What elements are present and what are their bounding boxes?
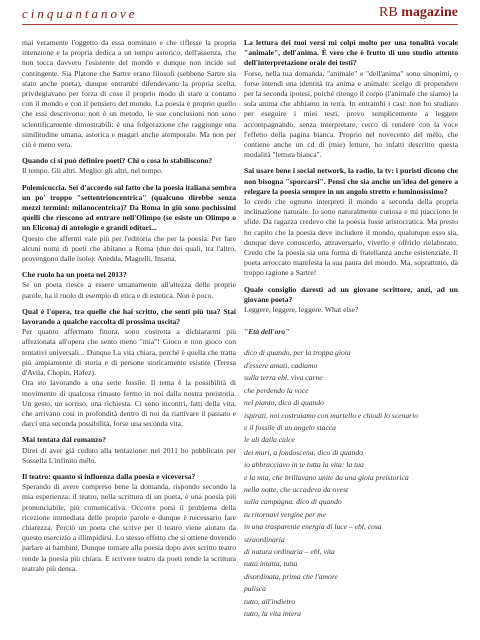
interview-answer: Direi di aver già ceduto alla tentazione: nel 2011 ho pubblicato per Sossella L'infinito mélo. <box>22 445 236 465</box>
header-divider <box>22 24 458 25</box>
left-column <box>22 38 236 574</box>
poem-line: di natura ordinaria – ebl, vita <box>244 546 335 556</box>
poem-line: io abbracciavo in te tutta la vita: la tua <box>244 460 364 470</box>
magazine-name <box>379 5 458 21</box>
poem-line: disordinata, prima che l'amore <box>244 571 338 581</box>
poem-line: nella notte, che accadeva da ovest <box>244 484 349 494</box>
poem <box>244 327 458 620</box>
poem-line: straordinaria <box>244 534 285 544</box>
poem-line: tu ritornavi vergine per me <box>244 509 326 519</box>
interview-question: Polemicuccia. Sei d'accordo sul fatto che la poesia italiana sembra un po' troppo "settentrioncentrica" (qualcuno direbbe senza mezzi termini: milanocentrica)? Da Roma in giù sono pochissimi quelli che riescono ad entrare nell'Olimpo (se esiste un Olimpo o un Elicona) di antologie e grandi editori... <box>22 182 236 233</box>
interview-answer: mai veramente l'oggetto da essa nominato e che riflesse la propria intenzione e la propria dedica a un tempo astorico, dell'assenza, che non tocca davvero l'esistente del mondo e dunque non incide sul contingente. Sia Platone che Sartre erano filosofi (sebbene Sartre sia stato anche poeta), dunque entrambi difendevano la propria scelta, privilegiavano per forza di cose il proprio modo di stare a contatto con il mondo e con il pensiero del mondo. La poesia è proprio quello che essi descrivono: non è un metodo, le sue conclusioni non sono scientificamente dimostrabili: è una folgorazione che raggiunge una similitudine umana, astorica e magari anche atemporale. Ma non per ciò è meno vera. <box>22 38 236 150</box>
page-number-word: cinquantanove <box>22 6 138 21</box>
interview-answer: Se un poeta riesce a essere umanamente all'altezza delle proprie parole, ha il ruolo di esempio di etica e di estetica. Non è poco. <box>22 280 236 300</box>
interview-answer: Leggere, leggere, leggere. What else? <box>244 305 359 315</box>
interview-question: Che ruolo ha un poeta nel 2013? <box>22 270 127 280</box>
interview-question: Il teatro: quanto si influenza dalla poesia e viceversa? <box>22 471 196 481</box>
interview-question: Quando ci si può definire poeti? Chi o cosa lo stabiliscono? <box>22 156 213 166</box>
poem-line: sulla campagna. dico di quando <box>244 497 342 507</box>
interview-answer: Per quanto affermato finora, sono costretta a dichiararmi più affezionata all'opera che sento meno "mia"! Gioco e non gioco con tentativi universali... Dunque La vita chiara, perché è quella che tratta più ampiamente di storia e di persone storicamente esistite (Teresa d'Avila, Chopin, Hafez). <box>22 327 236 378</box>
page-header <box>0 0 480 30</box>
interview-answer: Sperando di avere compreso bene la domanda, rispondo secondo la mia esperienza: il teatro, nella scrittura di un poeta, è una poesia più pronunciabile, più comunicativa. Occorre porsi il problema della ricezione immediata delle proprie parole e dunque è necessario fare chiarezza. Perciò un poeta che scrive per il teatro viene aiutato da questo esercizio a illimpidirsi. Lo stesso effetto che si ottiene dovendo parlare ai bambini. Dunque tornare alla poesia dopo aver scritto teatro rende la poesia più chiara. E scrivere teatro da poeti rende la scrittura teatrale più densa. <box>22 482 236 573</box>
poem-title: "Età dell'oro" <box>244 327 290 337</box>
right-column <box>244 38 458 620</box>
interview-question: Sai usare bene i social network, la radio, la tv: i puristi dicono che non bisogna "sporcarsi". Pensi che sia anche un'idea del genere a relegare la poesia sempre in un angolo stretto e luminosissimo? <box>244 166 458 196</box>
poem-line: dei muri, a fondoscena. dico di quando <box>244 447 363 457</box>
interview-answer: Questo che affermi vale più per l'editoria che per la poesia. Per fare alcuni nomi di poeti che abitano a Roma (due dei quali, tra l'altro, provengono dalle isole): Anedda, Magrelli, Insana. <box>22 233 236 264</box>
interview-answer: Io credo che ognuno interpreti il mondo a seconda della propria inclinazione naturale. Io sono naturalmente curiosa e mi piacciono le sfide. Da ragazza credevo che la poesia fosse aristocratica. Ma presto ho capito che la poesia deve includere il mondo, qualunque esso sia, dunque deve conoscerlo, attraversarlo, viverlo e offrirlo rielaborato. Credo che la poesia sia una forma di fratellanza anche esistenziale. Il poeta arroccato manifesta la sua paura del mondo. Ma, soprattutto, dà troppo ragione a Sartre! <box>244 197 458 278</box>
poem-line: tutto, all'indietro <box>244 596 296 606</box>
interview-answer: Ora sto lavorando a una serie fossile. Il tema è la possibilità di movimento di qualcosa rimasto fermo in noi dalla nostra preistoria. Un gesto, un sorriso, una richiesta. Ci sono incontri, fatti della vita, che arrivano così in profondità dentro di noi da riattivare il passato e darci una seconda possibilità, forse una seconda vita. <box>22 378 236 429</box>
interview-question: Mai tentata dal romanzo? <box>22 435 107 445</box>
poem-line: e il fossile di un angelo stacca <box>244 422 336 432</box>
poem-line: e la mia, che brillavano unite da una gioia preistorica <box>244 472 409 482</box>
poem-line: d'essere amati, cadiamo <box>244 360 318 370</box>
poem-line: pulisca <box>244 584 266 594</box>
interview-question: La lettura dei tuoi versi mi colpì molto per una tonalità vocale "animale", dell'anima. È vero che è frutto di uno studio attento dell'interpretazione orale dei testi? <box>244 38 458 68</box>
poem-line: che perdendo la voce <box>244 385 309 395</box>
poem-line: sulla terra ebl, viva carne <box>244 373 323 383</box>
right-column-interview <box>244 38 458 315</box>
poem-lines <box>244 347 458 620</box>
interview-answer: Forse, nella tua domanda, "animale" e "dell'anima" sono sinonimi, o forse intendi una identità tra anima e animale: scelgo di propendere per la seconda ipotesi, poiché ritengo il corpo (l'animale che siamo) la sola anima che abbiamo in terra. In entrambi i casi: non ho studiato per eseguire i miei testi, provo semplicemente a leggere accompagnando, senza interpretare, cerco di rendere con la voce l'effetto della pagina bianca. Proprio nel novecento del mélo, che contiene anche un cd di (mie) letture, ho infatti descritto questa modalità "lettura bianca". <box>244 68 458 160</box>
poem-line: tutto, la vita intera <box>244 609 301 619</box>
interview-question: Quale consiglio daresti ad un giovane scrittore, anzi, ad un giovane poeta? <box>244 284 458 304</box>
poem-line: dico di quando, per la troppa gioia <box>244 348 351 358</box>
poem-line: tutta intatta, tutta <box>244 559 298 569</box>
poem-line: ispirati, noi costruiamo con martello e chiodi lo scenario <box>244 410 419 420</box>
poem-line: le ali dalla calce <box>244 435 295 445</box>
interview-answer: Il tempo. Gli altri. Meglio: gli altri, nel tempo. <box>22 166 163 176</box>
poem-line: nel pianto, dico di quando <box>244 398 324 408</box>
poem-line: in una trasparente energia di luce – ebl, cosa <box>244 522 382 532</box>
interview-question: Qual è l'opera, tra quelle che hai scritto, che senti più tua? Stai lavorando a qualche raccolta di prossima uscita? <box>22 306 236 327</box>
magazine-name-suffix: magazine <box>401 5 458 20</box>
magazine-name-prefix: RB <box>379 5 398 20</box>
